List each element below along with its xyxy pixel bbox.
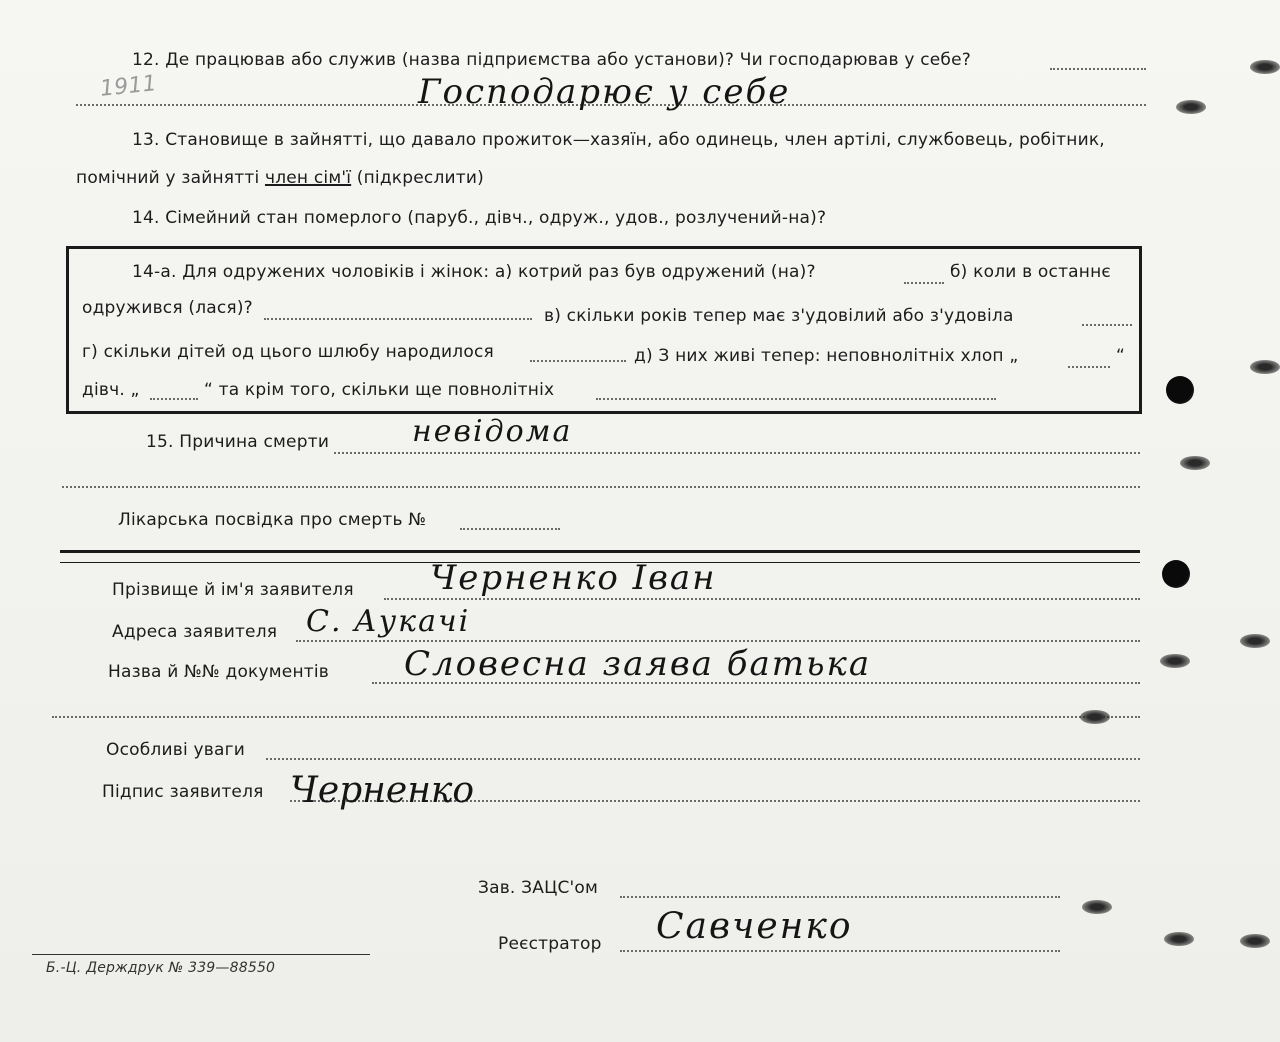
q15-label: 15. Причина смерти	[146, 432, 330, 452]
q13-line2-prefix: помічний у зайнятті	[76, 168, 265, 188]
paper-tear	[1180, 456, 1210, 470]
q15-dots-1	[334, 452, 1140, 454]
q14a-line4b: “ та крім того, скільки ще повнолітніх	[204, 380, 555, 400]
q14a-line3c: “	[1116, 346, 1126, 366]
punch-hole	[1162, 560, 1190, 588]
zags-head-label: Зав. ЗАЦС'ом	[478, 878, 599, 898]
q14a-dots-7	[596, 398, 996, 400]
applicant-signature: Черненко	[290, 770, 475, 811]
q14a-dots-6	[150, 398, 198, 400]
applicant-signature-label: Підпис заявителя	[102, 782, 264, 802]
printer-imprint: Б.-Ц. Держдрук № 339—88550	[46, 960, 276, 976]
q12-answer: Господарює у себе	[418, 72, 791, 112]
q13-line2-suffix: (підкреслити)	[351, 168, 484, 188]
registrar-dots	[620, 950, 1060, 952]
paper-tear	[1240, 934, 1270, 948]
registrar-label: Реєстратор	[498, 934, 602, 954]
applicant-docs-label: Назва й №№ документів	[108, 662, 330, 682]
paper-tear	[1080, 710, 1110, 724]
q12-dots-1	[1050, 68, 1146, 70]
zags-head-dots	[620, 896, 1060, 898]
q14a-dots-1	[904, 282, 944, 284]
q15-dots-2	[62, 486, 1140, 488]
paper-tear	[1082, 900, 1112, 914]
separator-rule-1	[60, 550, 1140, 553]
paper-tear	[1240, 634, 1270, 648]
applicant-name-label: Прізвище й ім'я заявителя	[112, 580, 354, 600]
applicant-name-dots	[384, 598, 1140, 600]
paper-tear	[1176, 100, 1206, 114]
medical-label: Лікарська посвідка про смерть №	[118, 510, 427, 530]
medical-dots	[460, 528, 560, 530]
paper-tear	[1250, 60, 1280, 74]
registrar-signature: Савченко	[656, 906, 853, 947]
paper-tear	[1164, 932, 1194, 946]
q14a-dots-3	[1082, 324, 1132, 326]
q14a-dots-2	[264, 318, 532, 320]
q14-label: 14. Сімейний стан померлого (паруб., дівч., одруж., удов., розлучений-на)?	[132, 208, 827, 228]
q13-underlined-option: член сім'ї	[264, 168, 352, 188]
paper-tear	[1250, 360, 1280, 374]
q15-answer: невідома	[412, 414, 573, 449]
q13-line2	[76, 168, 484, 188]
applicant-notes-label: Особливі уваги	[106, 740, 245, 760]
q14a-line4a: дівч. „	[82, 380, 140, 400]
q14a-dots-4	[530, 360, 626, 362]
q14a-line3a: г) скільки дітей од цього шлюбу народилося	[82, 342, 494, 362]
q12-label: 12. Де працював або служив (назва підприємства або установи)? Чи господарював у себе?	[132, 50, 971, 70]
applicant-notes-dots	[266, 758, 1140, 760]
applicant-address-label: Адреса заявителя	[112, 622, 278, 642]
q14a-line1: 14-а. Для одружених чоловіків і жінок: а) котрий раз був одружений (на)?	[132, 262, 816, 282]
paper-tear	[1160, 654, 1190, 668]
applicant-address-dots	[296, 640, 1140, 642]
q14a-line3b: д) З них живі тепер: неповнолітніх хлоп „	[634, 346, 1019, 366]
applicant-name-value: Черненко Іван	[430, 558, 717, 598]
q14a-line2a: одружився (лася)?	[82, 298, 253, 318]
applicant-docs-value: Словесна заява батька	[404, 644, 872, 684]
punch-hole	[1166, 376, 1194, 404]
margin-mark: 1911	[98, 71, 158, 102]
q14a-dots-5	[1068, 366, 1110, 368]
q14a-line2b: в) скільки років тепер має з'удовілий або з'удовіла	[544, 306, 1014, 326]
applicant-address-value: С. Аукачі	[306, 604, 471, 639]
q13-line1: 13. Становище в зайнятті, що давало прожиток—хазяїн, або одинець, член артілі, службовець, робітник,	[132, 130, 1105, 150]
printer-rule	[32, 954, 370, 955]
q14a-line1b: б) коли в останнє	[950, 262, 1111, 282]
applicant-docs-dots-2	[52, 716, 1140, 718]
